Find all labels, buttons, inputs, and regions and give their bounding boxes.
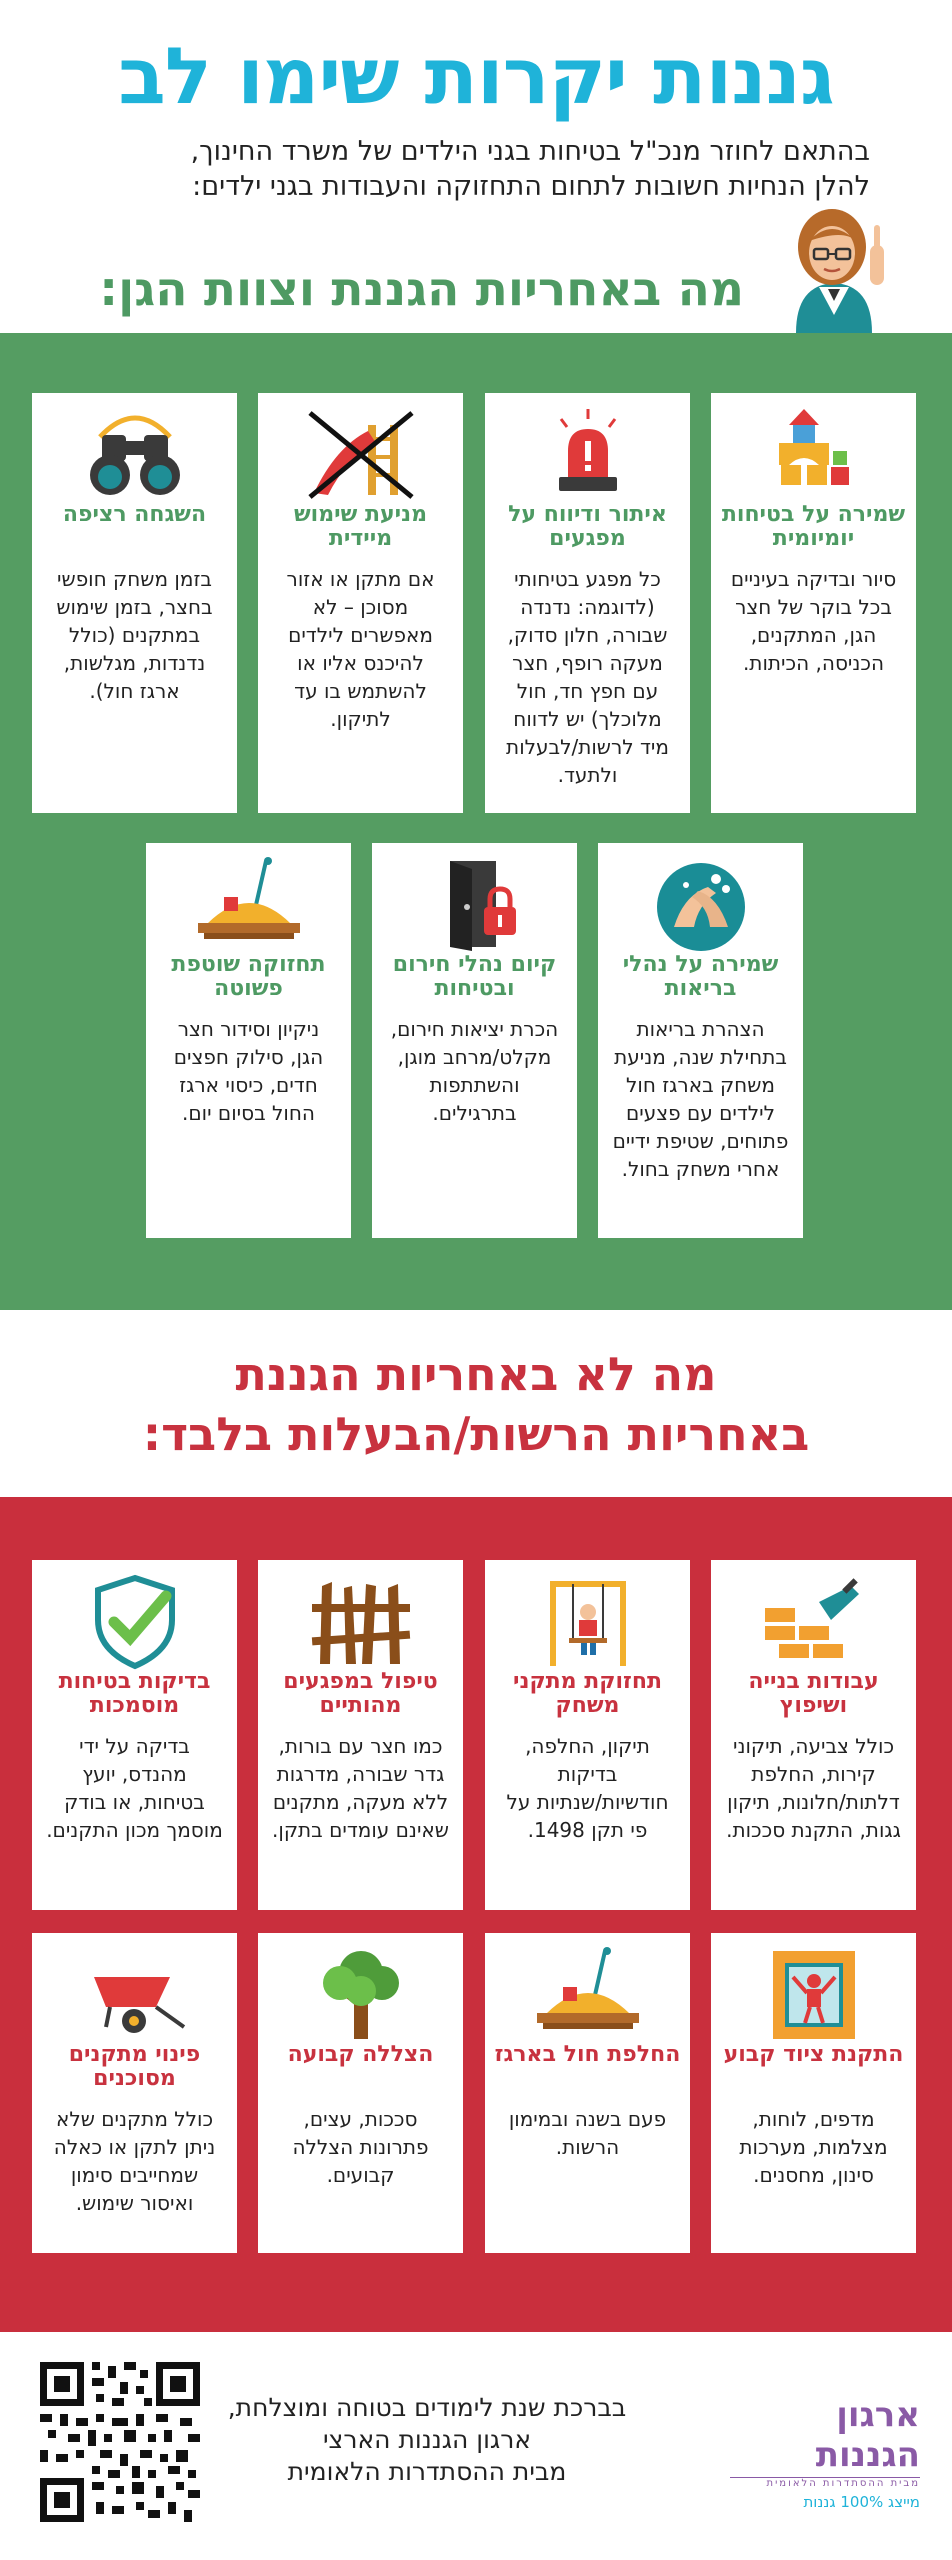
card-playground-maintenance	[485, 1560, 690, 1910]
card-text: מדפים, לוחות, מצלמות, מערכות סינון, מחסנים.	[739, 2107, 888, 2187]
card-text: כולל צביעה, תיקוני קירות, החלפת דלתות/חלונות, תיקון גגות, התקנת סככות.	[726, 1734, 901, 1842]
bricks-trowel-icon	[759, 1574, 869, 1670]
card-text: סככות, עצים, פתרונות הצללה קבועים.	[292, 2107, 429, 2187]
intro-text	[70, 134, 870, 204]
card-text: כמו חצר עם בורות, גדר שבורה, מדרגות ללא מעקה, מתקנים שאינם עומדים בתקן.	[272, 1734, 449, 1842]
wheelbarrow-icon	[80, 1947, 190, 2043]
card-text: כולל מתקנים שלא ניתן לתקן או כאלה שמחייבים סימון ואיסור שימוש.	[53, 2107, 216, 2215]
logo-title: ארגון הגננות	[815, 2395, 920, 2475]
card-sand-replacement	[485, 1933, 690, 2253]
footer-line-3: מבית ההסתדרות הלאומית	[287, 2457, 567, 2486]
card-title: איתור ודיווח על מפגעים	[508, 502, 667, 551]
page-title: גננות יקרות שימו לב	[118, 32, 834, 122]
card-fixed-equipment	[711, 1933, 916, 2253]
footer-line-1: בברכת שנת לימודים בטוחה ומוצלחת,	[227, 2393, 627, 2422]
card-text: הכרת יציאות חירום, מקלט/מרחב מוגן, והשתתפות בתרגילים.	[390, 1017, 559, 1125]
card-text: תיקון, החלפה, בדיקות חודשיות/שנתיות על פי תקן 1498.	[506, 1734, 669, 1842]
no-slide-icon	[306, 407, 416, 503]
card-text: אם מתקן או אזור מסוכן – לא מאפשרים לילדים להיכנס אליו או להשתמש בו עד לתיקון.	[286, 567, 435, 731]
card-emergency	[372, 843, 577, 1238]
sandbox-icon	[194, 857, 304, 953]
broken-fence-icon	[306, 1574, 416, 1670]
card-prevent-use	[258, 393, 463, 813]
card-certified-checks	[32, 1560, 237, 1910]
organization-logo	[730, 2395, 920, 2511]
card-text: בדיקה על ידי מהנדס, יועץ בטיחות, או בודק מוסמך מכון התקנים.	[46, 1734, 223, 1842]
card-permanent-shade	[258, 1933, 463, 2253]
card-title: תחזוקה שוטפת פשוטה	[171, 952, 326, 1001]
card-title: תחזוקת מתקני משחק	[513, 1669, 662, 1718]
intro-line-2: להלן הנחיות חשובות לתחום התחזוקה והעבודות בגני ילדים:	[192, 171, 870, 202]
card-text: פעם בשנה ובמימון הרשות.	[508, 2107, 667, 2159]
tree-icon	[306, 1947, 416, 2043]
card-title: בדיקות בטיחות מוסמכות	[58, 1669, 211, 1718]
logo-subtitle: מבית ההסתדרות הלאומית	[730, 2477, 920, 2489]
card-title: השגחה רציפה	[62, 502, 207, 527]
card-title: התקנת ציוד קבוע	[723, 2042, 904, 2067]
qr-code-icon[interactable]	[40, 2362, 200, 2522]
card-title: שמירה על נהלי בריאות	[622, 952, 779, 1001]
card-supervision	[32, 393, 237, 813]
card-title: טיפול במפגעים מהותיים	[283, 1669, 438, 1718]
footer-line-2: ארגון הגננות הארצי	[322, 2425, 532, 2454]
card-maintenance	[146, 843, 351, 1238]
card-text: הצהרת בריאות בתחילת שנה, מניעת משחק בארגז חול לילדים עם פצעים פתוחים, שטיפת ידיים אחרי משחק בחול.	[612, 1017, 789, 1181]
card-text: ניקיון וסידור חצר הגן, סילוק חפצים חדים, כיסוי ארגז החול בסיום יום.	[173, 1017, 324, 1125]
toy-blocks-icon	[759, 407, 869, 503]
card-dangerous-removal	[32, 1933, 237, 2253]
card-text: בזמן משחק חופשי בחצר, בזמן שימוש במתקנים (כולל נדנדות, מגלשות, ארגז חול).	[56, 567, 213, 703]
card-title: החלפת חול בארגז	[494, 2042, 681, 2067]
section2-heading-line-1: מה לא באחריות הגננת	[235, 1347, 717, 1401]
card-title: הצללה קבועה	[287, 2042, 434, 2067]
installer-icon	[759, 1947, 869, 2043]
locked-door-icon	[420, 857, 530, 953]
siren-icon	[533, 407, 643, 503]
sandbox-icon	[533, 1947, 643, 2043]
binoculars-icon	[80, 407, 190, 503]
intro-line-1: בהתאם לחוזר מנכ"ל בטיחות בגני הילדים של משרד החינוך,	[190, 136, 870, 167]
card-title: מניעת שימוש מיידית	[293, 502, 428, 551]
card-hazard-report	[485, 393, 690, 813]
section2-heading	[0, 1344, 952, 1464]
card-daily-safety	[711, 393, 916, 813]
section2-heading-line-2: באחריות הרשות/הבעלות בלבד:	[142, 1407, 810, 1461]
handwash-icon	[646, 857, 756, 953]
swing-icon	[533, 1574, 643, 1670]
card-title: פינוי מתקנים מסוכנים	[68, 2042, 201, 2091]
card-title: שמירה על בטיחות יומיומית	[721, 502, 906, 551]
card-health-rules	[598, 843, 803, 1238]
card-text: סיור ובדיקה בעיניים בכל בוקר של חצר הגן, המתקנים, הכניסה, הכיתות.	[730, 567, 897, 675]
card-major-hazards	[258, 1560, 463, 1910]
logo-tagline: מייצג 100% גננות	[803, 2493, 920, 2511]
shield-check-icon	[80, 1574, 190, 1670]
section1-heading: מה באחריות הגננת וצוות הגן:	[99, 262, 744, 317]
card-title: עבודות בנייה ושיפוץ	[748, 1669, 879, 1718]
footer-greeting	[227, 2392, 627, 2488]
card-text: כל מפגע בטיחותי (לדוגמה: נדנדה שבורה, חלון סדוק, מעקה רופף, חצר עם חפץ חד, חול מלוכלך) יש לדווח מיד לרשות/לבעלות ולתעד.	[506, 567, 669, 787]
card-construction	[711, 1560, 916, 1910]
card-title: קיום נהלי חירום ובטיחות	[392, 952, 557, 1001]
teacher-icon	[774, 205, 894, 333]
